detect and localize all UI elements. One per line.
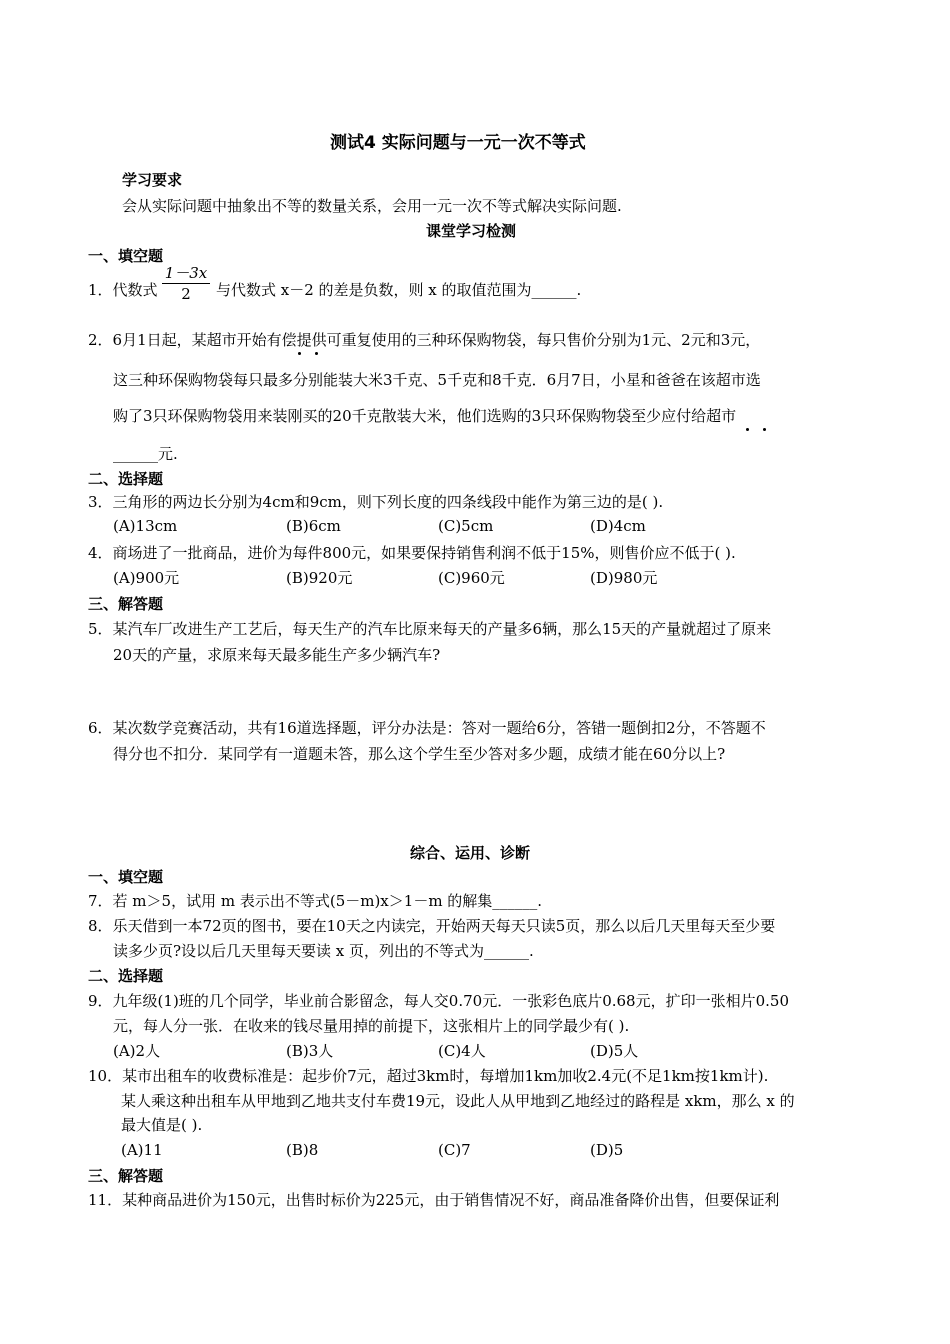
q9-option-b: (B)3人 (286, 1042, 334, 1060)
emphasis-dot (315, 352, 318, 355)
q3-option-d: (D)4cm (590, 517, 646, 535)
q4-option-d: (D)980元 (590, 569, 658, 587)
fraction-bar (162, 283, 210, 284)
q9-option-d: (D)5人 (590, 1042, 639, 1060)
q5-line-2: 20天的产量，求原来每天最多能生产多少辆汽车? (113, 646, 441, 664)
q3-stem: 3．三角形的两边长分别为4cm和9cm，则下列长度的四条线段中能作为第三边的是( ). (88, 493, 664, 511)
emphasis-dot (763, 428, 766, 431)
emphasis-dot (298, 352, 301, 355)
section1-fill-heading: 一、填空题 (88, 247, 164, 265)
q4-option-c: (C)960元 (438, 569, 505, 587)
emphasis-dot (746, 428, 749, 431)
q1-fraction (162, 264, 210, 303)
q9-line-1: 9．九年级(1)班的几个同学，毕业前合影留念，每人交0.70元．一张彩色底片0.68元，扩印一张相片0.50 (88, 992, 789, 1010)
q2-line-2: 这三种环保购物袋每只最多分别能装大米3千克、5千克和8千克．6月7日，小星和爸爸在该超市选 (113, 371, 761, 389)
requirements-heading: 学习要求 (122, 171, 183, 189)
q4-option-b: (B)920元 (286, 569, 353, 587)
q6-line-1: 6．某次数学竞赛活动，共有16道选择题，评分办法是：答对一题给6分，答错一题倒扣2分，不答题不 (88, 719, 766, 737)
q11: 11．某种商品进价为150元，出售时标价为225元，由于销售情况不好，商品准备降价出售，但要保证利 (88, 1191, 780, 1209)
q3-option-a: (A)13cm (113, 517, 178, 535)
q1-prefix: 1．代数式 (88, 281, 158, 299)
section1-choice-heading: 二、选择题 (88, 470, 164, 488)
q10-option-c: (C)7 (438, 1141, 471, 1159)
q2-line-4: ______元. (113, 445, 178, 463)
section1-answer-heading: 三、解答题 (88, 595, 164, 613)
q9-option-a: (A)2人 (113, 1042, 161, 1060)
q6-line-2: 得分也不扣分．某同学有一道题未答，那么这个学生至少答对多少题，成绩才能在60分以上? (113, 745, 726, 763)
q9-option-c: (C)4人 (438, 1042, 486, 1060)
q1-suffix: 与代数式 x－2 的差是负数，则 x 的取值范围为______. (216, 281, 582, 299)
q10-option-d: (D)5 (590, 1141, 624, 1159)
q8-line-2: 读多少页?设以后几天里每天要读 x 页，列出的不等式为______. (113, 942, 534, 960)
section2-choice-heading: 二、选择题 (88, 967, 164, 985)
q10-line-3: 最大值是( ). (121, 1116, 203, 1134)
q1-fraction-numerator: 1－3x (164, 264, 208, 282)
q10-line-1: 10．某市出租车的收费标准是：起步价7元，超过3km时，每增加1km加收2.4元(不足1km按1km计). (88, 1067, 769, 1085)
q4-stem: 4．商场进了一批商品，进价为每件800元，如果要保持销售利润不低于15%，则售价应不低于( ). (88, 544, 736, 562)
q10-option-b: (B)8 (286, 1141, 319, 1159)
q8-line-1: 8．乐天借到一本72页的图书，要在10天之内读完，开始两天每天只读5页，那么以后几天里每天至少要 (88, 917, 776, 935)
q10-line-2: 某人乘这种出租车从甲地到乙地共支付车费19元，设此人从甲地到乙地经过的路程是 xkm，那么 x 的 (121, 1092, 795, 1110)
q10-option-a: (A)11 (121, 1141, 163, 1159)
q2-line-1: 2．6月1日起，某超市开始有偿提供可重复使用的三种环保购物袋，每只售价分别为1元、2元和3元， (88, 331, 761, 349)
section2-fill-heading: 一、填空题 (88, 868, 164, 886)
page-title: 测试4 实际问题与一元一次不等式 (330, 133, 586, 153)
q2-line-3: 购了3只环保购物袋用来装刚买的20千克散装大米，他们选购的3只环保购物袋至少应付给超市 (113, 407, 737, 425)
q3-option-c: (C)5cm (438, 517, 494, 535)
section1-title: 课堂学习检测 (426, 222, 517, 240)
q7: 7．若 m＞5，试用 m 表示出不等式(5－m)x＞1－m 的解集______. (88, 892, 543, 910)
q3-option-b: (B)6cm (286, 517, 341, 535)
q9-line-2: 元，每人分一张．在收来的钱尽量用掉的前提下，这张相片上的同学最少有( ). (113, 1017, 630, 1035)
requirements-text: 会从实际问题中抽象出不等的数量关系，会用一元一次不等式解决实际问题. (122, 197, 622, 215)
q5-line-1: 5．某汽车厂改进生产工艺后，每天生产的汽车比原来每天的产量多6辆，那么15天的产量就超过了原来 (88, 620, 772, 638)
q1-fraction-denominator: 2 (181, 285, 191, 303)
section2-title: 综合、运用、诊断 (410, 844, 531, 862)
section2-answer-heading: 三、解答题 (88, 1167, 164, 1185)
q4-option-a: (A)900元 (113, 569, 180, 587)
